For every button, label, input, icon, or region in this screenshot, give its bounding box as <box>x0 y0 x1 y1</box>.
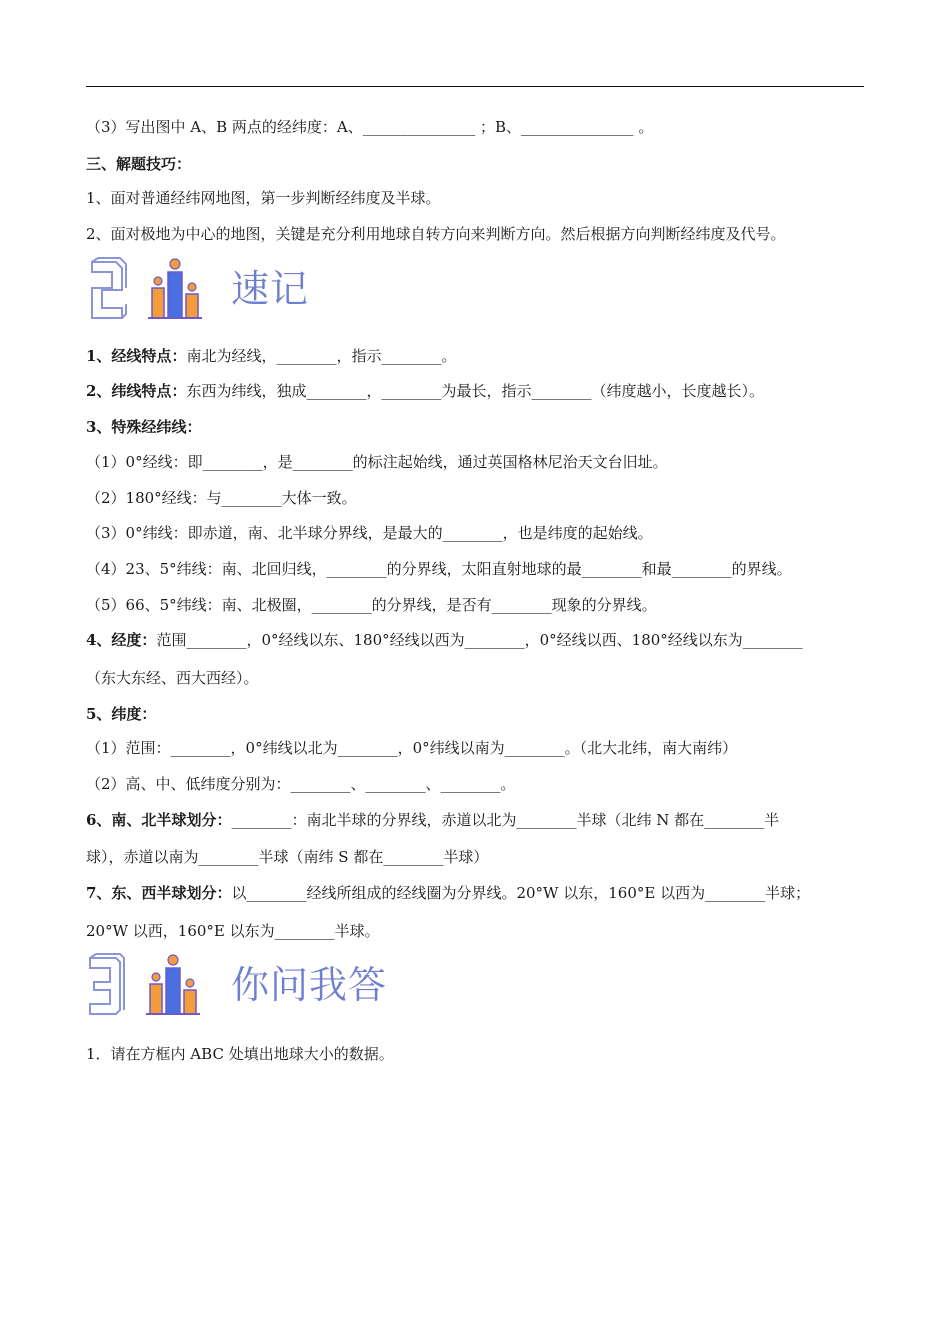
section-heading-techniques: 三、解题技巧： <box>86 155 192 173</box>
number-2-bar-chart-icon <box>86 254 226 326</box>
suji-item-6-cont: 球），赤道以南为________半球（南纬 S 都在________半球） <box>86 848 489 866</box>
suji-item-4-label: 4、经度： <box>86 631 157 649</box>
suji-item-2-text: 东西为纬线，独成________，________为最长，指示________（纬度越小，长度越长）。 <box>186 382 764 400</box>
suji-item-5-sub-1: （1）范围：________，0°纬线以北为________，0°纬线以南为________。（北大北纬，南大南纬） <box>86 739 738 757</box>
suji-item-4-cont: （东大东经、西大西经）。 <box>86 669 259 687</box>
section-title-qa: 你问我答 <box>231 963 388 1007</box>
suji-item-4-text: 范围________，0°经线以东、180°经线以西为________，0°经线以西、180°经线以东为________ <box>156 631 803 649</box>
suji-item-3-sub-5: （5）66、5°纬线：南、北极圈，________的分界线，是否有________现象的分界线。 <box>86 596 657 614</box>
suji-item-1-text: 南北为经线，________，指示________。 <box>186 347 457 365</box>
suji-item-6-text: ________：南北半球的分界线，赤道以北为________半球（北纬 N 都在________半 <box>231 811 780 829</box>
suji-item-3-label: 3、特殊经纬线： <box>86 418 202 436</box>
suji-item-3-sub-2: （2）180°经线：与________大体一致。 <box>86 489 357 507</box>
suji-item-3-sub-3: （3）0°纬线：即赤道，南、北半球分界线，是最大的________，也是纬度的起始线。 <box>86 524 653 542</box>
suji-item-5-sub-2: （2）高、中、低纬度分别为：________、________、________。 <box>86 775 516 793</box>
suji-item-7-label: 7、东、西半球划分： <box>86 884 232 902</box>
qa-question-1: 1．请在方框内 ABC 处填出地球大小的数据。 <box>86 1045 394 1063</box>
suji-item-6-label: 6、南、北半球划分： <box>86 811 232 829</box>
suji-item-2 <box>86 380 886 402</box>
tip-2: 2、面对极地为中心的地图，关键是充分利用地球自转方向来判断方向。然后根据方向判断经纬度及代号。 <box>86 225 786 243</box>
suji-item-3-sub-1: （1）0°经线：即________，是________的标注起始线，通过英国格林尼治天文台旧址。 <box>86 453 668 471</box>
section-title-suji: 速记 <box>231 267 310 311</box>
suji-item-7-cont: 20°W 以西，160°E 以东为________半球。 <box>86 922 380 940</box>
suji-item-4 <box>86 629 886 651</box>
tip-1: 1、面对普通经纬网地图，第一步判断经纬度及半球。 <box>86 189 441 207</box>
section-banner-qa <box>86 950 446 1022</box>
suji-item-7 <box>86 882 886 904</box>
section-banner-suji <box>86 254 406 326</box>
header-rule <box>86 86 864 87</box>
suji-item-7-text: 以________经线所组成的经线圈为分界线。20°W 以东，160°E 以西为________半球； <box>231 884 811 902</box>
number-3-bar-chart-icon <box>86 950 226 1022</box>
suji-item-5-label: 5、纬度： <box>86 705 157 723</box>
suji-item-1-label: 1、经线特点： <box>86 347 187 365</box>
question-3: （3）写出图中 A、B 两点的经纬度：A、_______________ ；B、_______________ 。 <box>86 118 654 136</box>
suji-item-2-label: 2、纬线特点： <box>86 382 187 400</box>
suji-item-6 <box>86 809 886 831</box>
suji-item-3-sub-4: （4）23、5°纬线：南、北回归线，________的分界线，太阳直射地球的最________和最________的界线。 <box>86 560 792 578</box>
suji-item-1 <box>86 345 886 367</box>
